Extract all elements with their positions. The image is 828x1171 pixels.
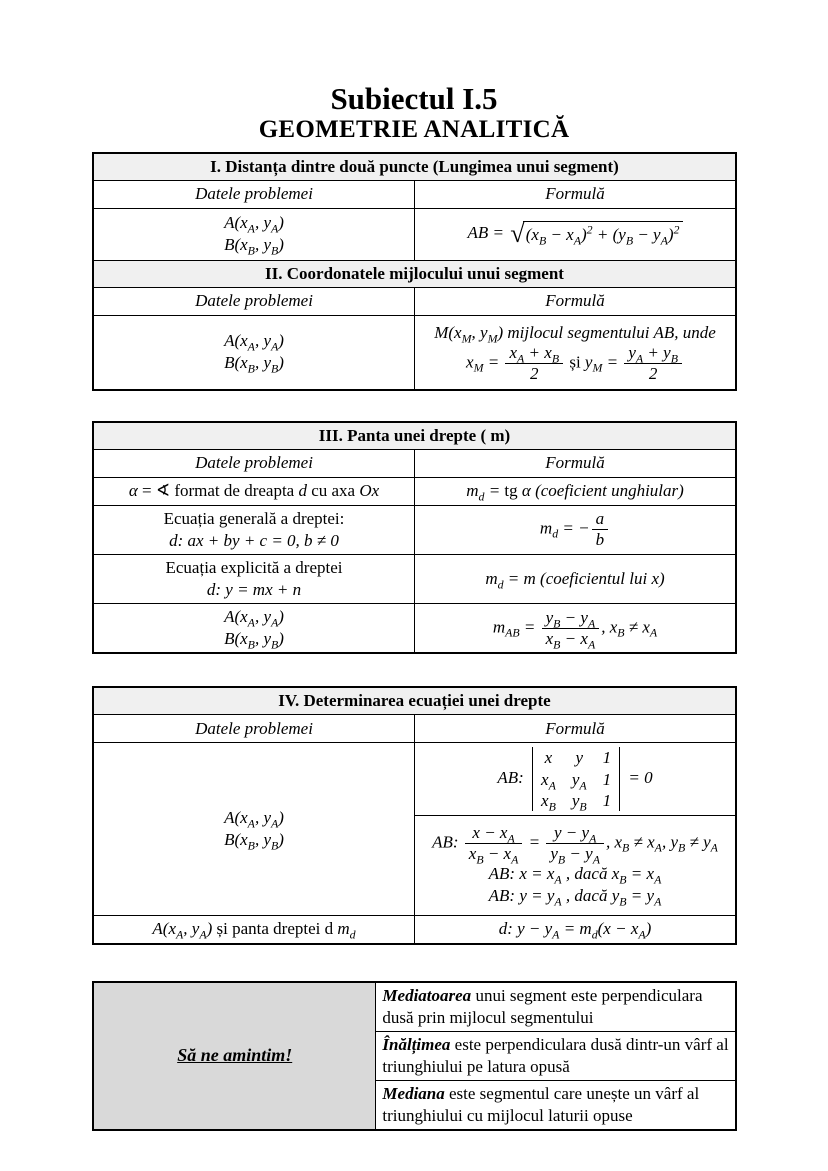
section-header-line-equation: IV. Determinarea ecuației unei drepte (93, 687, 736, 715)
formula-midpoint-def: $M(x_M$, $y_M$) mijlocul segmentului AB, unde (434, 322, 716, 346)
formula-distance: AB = √ $(x_B - x_A)^2 + (y_B - y_A)^2$ (421, 221, 729, 247)
cell-distance-formula (415, 208, 737, 260)
table-distance-midpoint (92, 152, 737, 391)
point-a: $A(x_A$, $y_A$) (224, 607, 284, 630)
remember-title: Să ne amintim! (177, 1045, 293, 1066)
cell-midpoint-formula (415, 316, 737, 390)
point-a: $A(x_A$, $y_A$) (224, 808, 284, 831)
formula-point-slope: d: $y - y_A = m_d(x - x_A)$ (498, 919, 652, 942)
cell-angle-data (93, 477, 415, 505)
angle-definition: α = ∢ format de dreapta d cu axa Ox (128, 481, 380, 501)
cell-point-slope-formula (415, 916, 737, 944)
formula-slope-tangent: $m_d$ = tg α (coeficient unghiular) (466, 481, 684, 504)
cell-slope-two-points (415, 604, 737, 654)
section-header-distance: I. Distanța dintre două puncte (Lungimea unui segment) (93, 153, 736, 181)
table-remember (92, 981, 737, 1132)
column-header-data: Datele problemei (93, 288, 415, 316)
formula-slope-two-points: $m_{AB}$ = $\frac{y_B - y_A}{x_B - x_A}$ , $x_B \ne x_A$ (492, 607, 658, 651)
cell-general-equation (93, 505, 415, 554)
cell-def-mediana (376, 1080, 736, 1130)
cell-determinant-formula (415, 743, 737, 816)
section-header-slope: III. Panta unei drepte ( m) (93, 422, 736, 450)
cell-slope-tangent (415, 477, 737, 505)
spacer (0, 945, 828, 981)
formula-symmetric: AB: $\frac{x - x_A}{x_B - x_A}$ = $\frac{y - y_A}{y_B - y_A}$ , $x_B \ne x_A$, $y_B \ne y_A$ (432, 823, 718, 867)
section-header-midpoint: II. Coordonatele mijlocului unui segment (93, 260, 736, 287)
column-header-formula: Formulă (415, 449, 737, 477)
cell-point-slope-data (93, 916, 415, 944)
label-explicit-equation: Ecuația explicită a dreptei (165, 557, 343, 577)
table-line-equation (92, 686, 737, 944)
table-slope (92, 421, 737, 655)
cell-def-mediatoarea (376, 982, 736, 1032)
spacer (0, 654, 828, 686)
page-subtitle: GEOMETRIE ANALITICĂ (258, 116, 570, 144)
cell-def-inaltimea (376, 1031, 736, 1080)
column-header-data: Datele problemei (93, 449, 415, 477)
term-inaltimea: Înălțimea (382, 1034, 451, 1054)
formula-determinant: AB: x y 1 $x_A$ $y_A$ 1 $x_B$ $y_B$ 1 = 0 (497, 748, 653, 814)
point-b: $B(x_B$, $y_B$) (224, 353, 284, 376)
point-b: $B(x_B$, $y_B$) (224, 830, 284, 853)
column-header-formula: Formulă (415, 288, 737, 316)
general-equation: d: ax + by + c = 0, b ≠ 0 (169, 530, 339, 550)
def-mediana: este segmentul care unește un vârf al triunghiului cu mijlocul laturii opuse (382, 1083, 700, 1125)
point-a: $A(x_A$, $y_A$) (224, 213, 284, 236)
def-mediatoarea: unui segment este perpendiculara dusă prin mijlocul segmentului (382, 985, 703, 1027)
formula-slope-explicit: $m_d = m$ (coeficientul lui x) (485, 568, 665, 592)
cell-symmetric-formula (415, 816, 737, 916)
label-general-equation: Ecuația generală a dreptei: (163, 508, 345, 528)
column-header-data: Datele problemei (93, 180, 415, 208)
cell-slope-general (415, 505, 737, 554)
formula-midpoint-coords: $x_M$ = $\frac{x_A + x_B}{2}$ și $y_M$ = $\frac{y_A + y_B}{2}$ (421, 344, 729, 383)
cell-slope-explicit (415, 554, 737, 603)
term-mediana: Mediana (382, 1083, 445, 1103)
point-b: $B(x_B$, $y_B$) (224, 629, 284, 652)
cell-points-ab (93, 604, 415, 654)
formula-slope-general: $m_d$ = − $\frac{a}{b}$ (421, 510, 729, 549)
cell-points-ab (93, 208, 415, 260)
column-header-formula: Formulă (415, 715, 737, 743)
point-a: $A(x_A$, $y_A$) (224, 331, 284, 354)
spacer (0, 391, 828, 421)
cell-points-ab (93, 316, 415, 390)
formula-vertical-case: AB: $x = x_A$ , dacă $x_B = x_A$ (488, 863, 662, 887)
term-mediatoarea: Mediatoarea (382, 985, 472, 1005)
point-and-slope: $A(x_A$, $y_A$) și panta dreptei d $m_d$ (152, 919, 356, 942)
column-header-formula: Formulă (415, 180, 737, 208)
cell-points-ab (93, 743, 415, 916)
page-title: Subiectul I.5 (330, 81, 498, 116)
cell-remember-title (93, 982, 376, 1131)
formula-horizontal-case: AB: $y = y_A$ , dacă $y_B = y_A$ (488, 885, 662, 909)
column-header-data: Datele problemei (93, 715, 415, 743)
point-b: $B(x_B$, $y_B$) (224, 235, 284, 258)
explicit-equation: d: y = mx + n (206, 579, 302, 599)
cell-explicit-equation (93, 554, 415, 603)
def-inaltimea: este perpendiculara dusă dintr-un vârf al triunghiului pe latura opusă (382, 1034, 729, 1076)
